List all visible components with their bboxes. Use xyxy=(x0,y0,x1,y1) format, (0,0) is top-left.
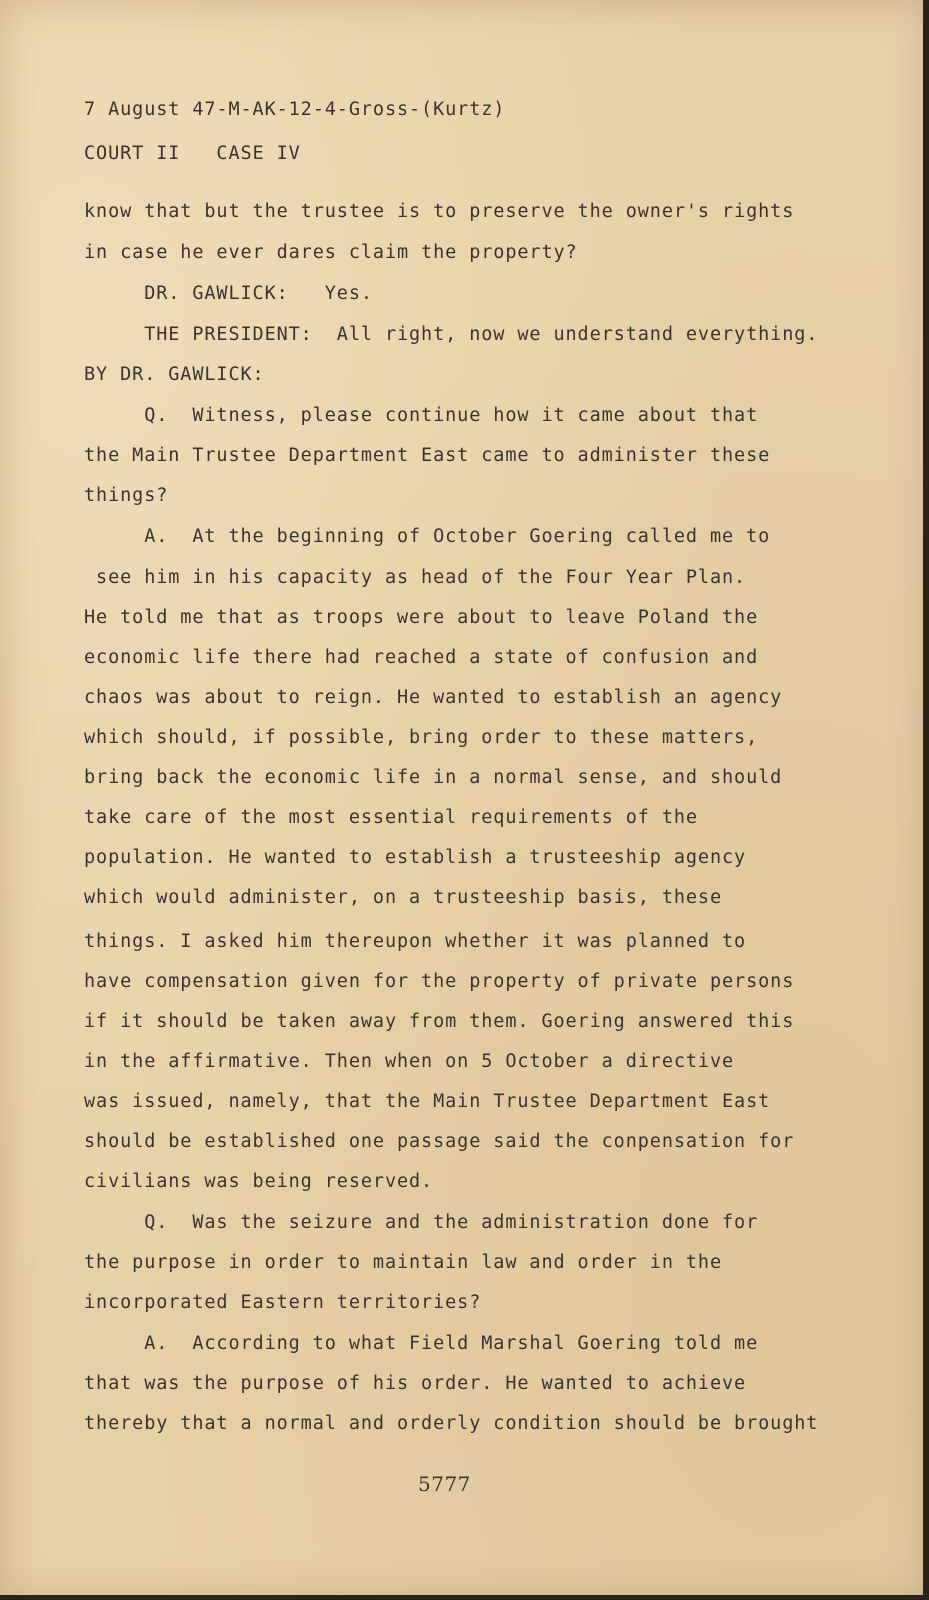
text-line: which would administer, on a trusteeship basis, these xyxy=(84,887,723,908)
text-line: things. I asked him thereupon whether it was planned to xyxy=(84,931,747,952)
page-edge-bottom xyxy=(0,1595,929,1600)
text-line: Q. Witness, please continue how it came about that xyxy=(84,405,759,426)
text-line: Q. Was the seizure and the administration done for xyxy=(84,1212,759,1233)
text-line: population. He wanted to establish a trusteeship agency xyxy=(84,847,747,868)
text-line: was issued, namely, that the Main Trustee Department East xyxy=(84,1091,771,1112)
text-line: chaos was about to reign. He wanted to establish an agency xyxy=(84,687,783,708)
text-line: if it should be taken away from them. Goering answered this xyxy=(84,1011,795,1032)
text-line: know that but the trustee is to preserve the owner's rights xyxy=(84,201,795,222)
text-line: which should, if possible, bring order to these matters, xyxy=(84,727,759,748)
text-line: incorporated Eastern territories? xyxy=(84,1292,482,1313)
page-number: 5777 xyxy=(418,1472,471,1496)
text-line: DR. GAWLICK: Yes. xyxy=(84,283,373,304)
text-line: A. At the beginning of October Goering called me to xyxy=(84,526,771,547)
text-line: should be established one passage said the conpensation for xyxy=(84,1131,795,1152)
header-session-line: 7 August 47-M-AK-12-4-Gross-(Kurtz) xyxy=(84,99,506,120)
text-line: He told me that as troops were about to leave Poland the xyxy=(84,607,759,628)
text-line: BY DR. GAWLICK: xyxy=(84,364,265,385)
text-line: A. According to what Field Marshal Goering told me xyxy=(84,1333,759,1354)
text-line: have compensation given for the property of private persons xyxy=(84,971,795,992)
text-line: things? xyxy=(84,485,169,506)
text-line: economic life there had reached a state of confusion and xyxy=(84,647,759,668)
text-line: the Main Trustee Department East came to administer these xyxy=(84,445,771,466)
text-line: see him in his capacity as head of the Four Year Plan. xyxy=(84,567,747,588)
header-court-case-line: COURT II CASE IV xyxy=(84,143,301,164)
text-line: that was the purpose of his order. He wanted to achieve xyxy=(84,1373,747,1394)
text-line: take care of the most essential requirements of the xyxy=(84,807,698,828)
text-line: civilians was being reserved. xyxy=(84,1171,434,1192)
text-line: bring back the economic life in a normal sense, and should xyxy=(84,767,783,788)
text-line: thereby that a normal and orderly condition should be brought xyxy=(84,1413,819,1434)
text-line: in case he ever dares claim the property? xyxy=(84,242,578,263)
text-line: the purpose in order to maintain law and order in the xyxy=(84,1252,723,1273)
text-line: THE PRESIDENT: All right, now we understand everything. xyxy=(84,324,819,345)
page-edge-right xyxy=(923,0,929,1600)
text-line: in the affirmative. Then when on 5 October a directive xyxy=(84,1051,735,1072)
